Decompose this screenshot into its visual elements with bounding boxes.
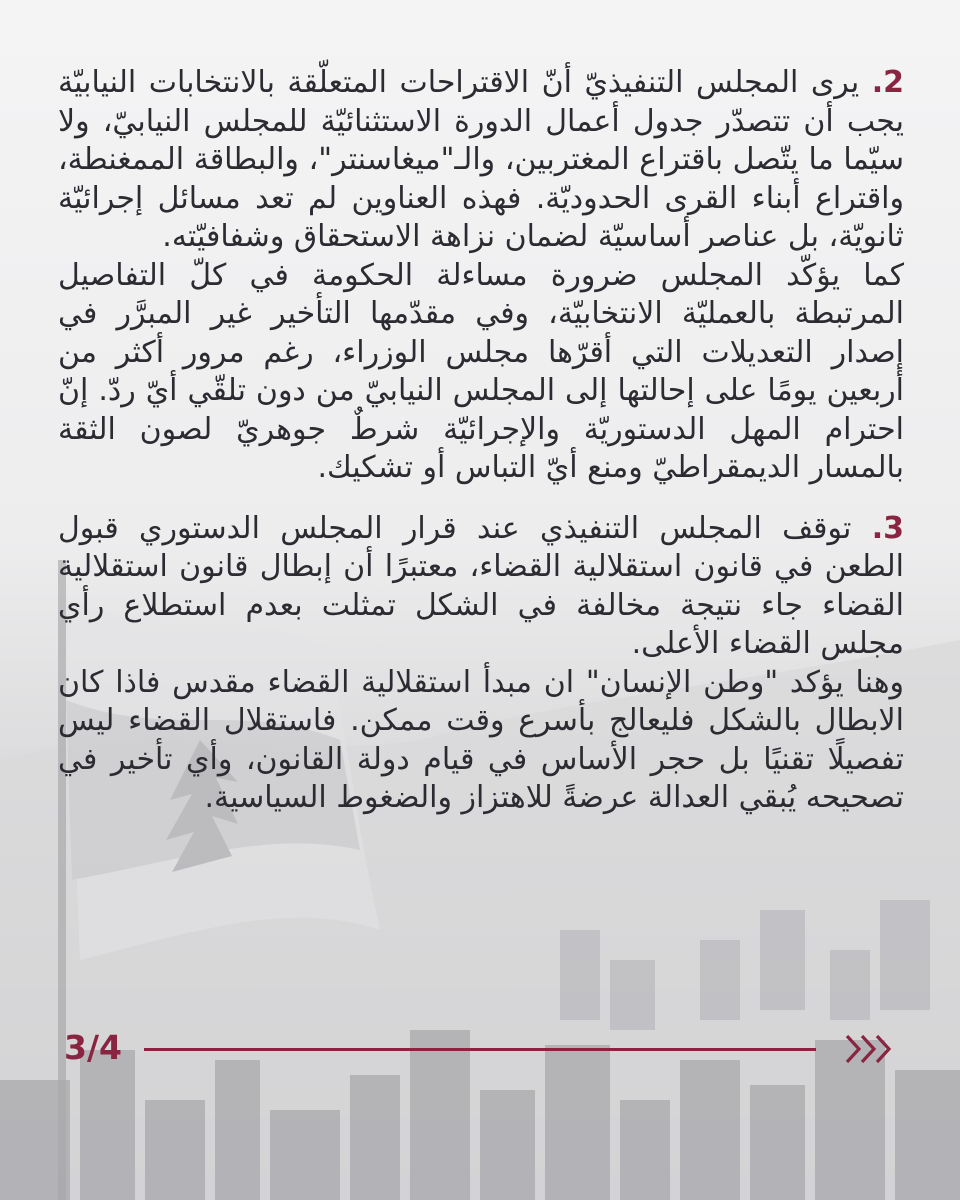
section-number: 3. — [871, 510, 904, 546]
section-2-paragraph-2: كما يؤكّد المجلس ضرورة مساءلة الحكومة في كلّ التفاصيل المرتبطة بالعمليّة الانتخابيّة، وفي مقدّمها التأخير غير المبرَّر في إصدار التعديلات التي أقرّها مجلس الوزراء، رغم مرور أكثر من أربعين يومًا على إحالتها إلى المجلس النيابيّ من دون تلقّي أيّ ردّ. إنّ احترام المهل الدستوريّة والإجرائيّة شرطٌ جوهريّ لصون الثقة بالمسار الديمقراطيّ ومنع أيّ التباس أو تشكيك. — [58, 257, 904, 485]
section-text: يرى المجلس التنفيذيّ أنّ الاقتراحات المتعلّقة بالانتخابات النيابيّة يجب أن تتصدّر جدول أعمال الدورة الاستثنائيّة للمجلس النيابيّ، ولا سيّما ما يتّصل باقتراع المغتربين، والـ"ميغاسنتر"، والبطاقة الممغنطة، واقتراع أبناء القرى الحدوديّة. فهذه العناوين لم تعد مسائل إجرائيّة ثانويّة، بل عناصر أساسيّة لضمان نزاهة الاستحقاق وشفافيّته. — [58, 65, 904, 254]
section-text: توقف المجلس التنفيذي عند قرار المجلس الدستوري قبول الطعن في قانون استقلالية القضاء، معتبرًا أن إبطال قانون استقلالية القضاء جاء نتيجة مخالفة في الشكل تمثلت بعدم استطلاع رأي مجلس القضاء الأعلى. — [58, 510, 904, 661]
document-body — [58, 64, 904, 818]
triple-chevron-right-icon[interactable] — [844, 1030, 894, 1068]
section-2-paragraph-1 — [58, 64, 904, 257]
section-2 — [58, 64, 904, 488]
page-indicator: 3/4 — [64, 1028, 122, 1067]
section-3-paragraph-1 — [58, 510, 904, 664]
section-number: 2. — [871, 65, 904, 100]
footer-divider — [144, 1048, 816, 1051]
section-3-paragraph-2: وهنا يؤكد "وطن الإنسان" ان مبدأ استقلالية القضاء مقدس فاذا كان الابطال بالشكل فليعالج بأسرع وقت ممكن. فاستقلال القضاء ليس تفصيلًا تقنيًا بل حجر الأساس في قيام دولة القانون، وأي تأخير في تصحيحه يُبقي العدالة عرضةً للاهتزاز والضغوط السياسية. — [58, 664, 904, 815]
section-3 — [58, 510, 904, 818]
